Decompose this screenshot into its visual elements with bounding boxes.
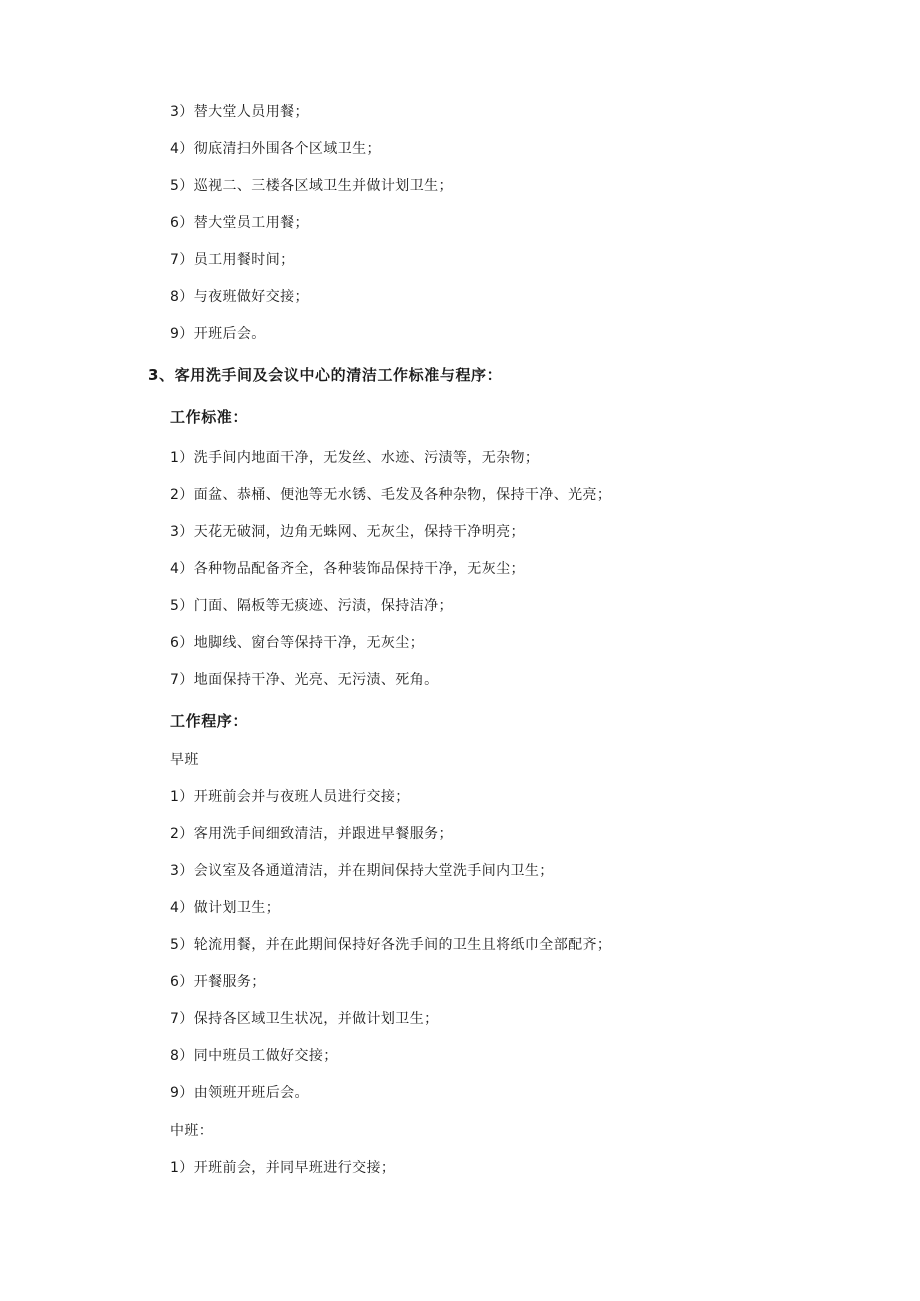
list-item: 4）做计划卫生； — [170, 900, 281, 916]
list-item: 8）同中班员工做好交接； — [170, 1048, 338, 1064]
list-item: 5）门面、隔板等无痰迹、污渍，保持洁净； — [170, 598, 453, 614]
list-item: 8）与夜班做好交接； — [170, 289, 309, 305]
standard-heading: 工作标准： — [170, 408, 249, 426]
list-item: 2）客用洗手间细致清洁，并跟进早餐服务； — [170, 826, 453, 842]
list-item: 2）面盆、恭桶、便池等无水锈、毛发及各种杂物，保持干净、光亮； — [170, 487, 612, 503]
list-item: 4）彻底清扫外围各个区域卫生； — [170, 141, 381, 157]
shift-label-middle: 中班： — [170, 1123, 214, 1139]
list-item: 6）地脚线、窗台等保持干净，无灰尘； — [170, 635, 425, 651]
list-item: 7）地面保持干净、光亮、无污渍、死角。 — [170, 672, 439, 688]
procedure-heading: 工作程序： — [170, 712, 249, 730]
list-item: 4）各种物品配备齐全，各种装饰品保持干净，无灰尘； — [170, 561, 525, 577]
list-item: 5）轮流用餐，并在此期间保持好各洗手间的卫生且将纸巾全部配齐； — [170, 937, 612, 953]
list-item: 6）替大堂员工用餐； — [170, 215, 309, 231]
list-item: 9）由领班开班后会。 — [170, 1085, 309, 1101]
list-item: 7）员工用餐时间； — [170, 252, 295, 268]
list-item: 1）开班前会并与夜班人员进行交接； — [170, 789, 410, 805]
list-item: 6）开餐服务； — [170, 974, 266, 990]
list-item: 3）会议室及各通道清洁，并在期间保持大堂洗手间内卫生； — [170, 863, 554, 879]
list-item: 9）开班后会。 — [170, 326, 266, 342]
list-item: 1）开班前会，并同早班进行交接； — [170, 1160, 396, 1176]
list-item: 7）保持各区域卫生状况，并做计划卫生； — [170, 1011, 439, 1027]
list-item: 5）巡视二、三楼各区域卫生并做计划卫生； — [170, 178, 453, 194]
list-item: 1）洗手间内地面干净，无发丝、水迹、污渍等，无杂物； — [170, 450, 540, 466]
list-item: 3）替大堂人员用餐； — [170, 104, 309, 120]
list-item: 3）天花无破洞，边角无蛛网、无灰尘，保持干净明亮； — [170, 524, 525, 540]
section-heading: 3、客用洗手间及会议中心的清洁工作标准与程序： — [148, 366, 503, 384]
shift-label-morning: 早班 — [170, 752, 199, 768]
